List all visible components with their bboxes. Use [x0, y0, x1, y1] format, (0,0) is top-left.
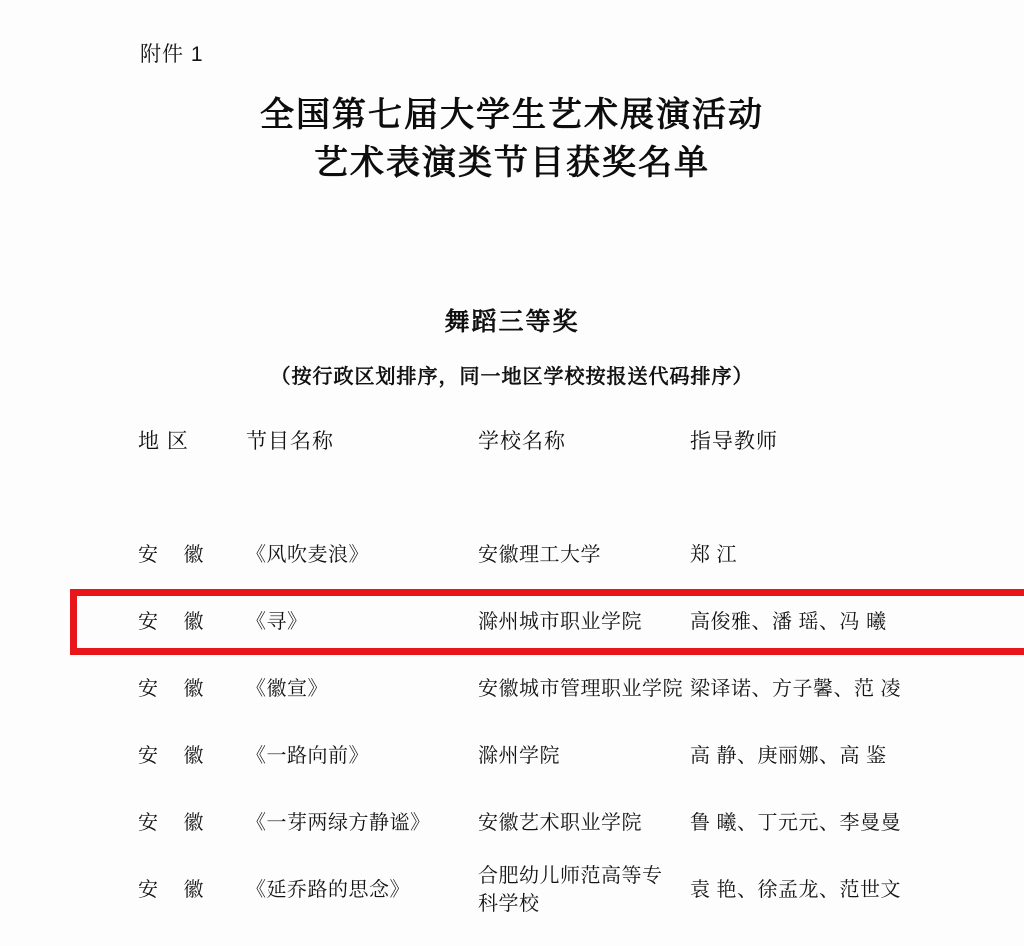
- table-row: [138, 856, 928, 923]
- cell-program: 《寻》: [246, 610, 308, 633]
- cell-program: 《徽宣》: [246, 677, 328, 700]
- cell-school: 安徽城市管理职业学院: [478, 677, 683, 700]
- cell-school: 滁州城市职业学院: [478, 610, 642, 633]
- table-row: [138, 521, 928, 588]
- table-row: [138, 722, 928, 789]
- section-note: （按行政区划排序，同一地区学校按报送代码排序）: [270, 366, 754, 388]
- cell-program: 《风吹麦浪》: [246, 543, 369, 566]
- cell-teacher: 高俊雅、潘 瑶、冯 曦: [690, 610, 887, 633]
- table-header-row: [138, 425, 928, 471]
- cell-teacher: 袁 艳、徐孟龙、范世文: [690, 878, 902, 901]
- cell-region: 安 徽: [138, 610, 214, 633]
- cell-school: 安徽艺术职业学院: [478, 811, 642, 834]
- cell-region: 安 徽: [138, 543, 214, 566]
- column-header-school: 学校名称: [478, 430, 566, 453]
- cell-region: 安 徽: [138, 878, 214, 901]
- title-line-1: 全国第七届大学生艺术展演活动: [260, 97, 764, 134]
- title-line-2: 艺术表演类节目获奖名单: [314, 145, 710, 182]
- cell-region: 安 徽: [138, 744, 214, 767]
- cell-school: 合肥幼儿师范高等专科学校: [478, 864, 663, 915]
- page-title: [0, 92, 1024, 188]
- cell-school: 安徽理工大学: [478, 543, 601, 566]
- cell-school: 滁州学院: [478, 744, 560, 767]
- cell-program: 《一芽两绿方静谧》: [246, 811, 431, 834]
- table-row: [138, 789, 928, 856]
- cell-teacher: 鲁 曦、丁元元、李曼曼: [690, 811, 902, 834]
- table-body: [138, 521, 928, 923]
- cell-teacher: 高 静、庚丽娜、高 鉴: [690, 744, 887, 767]
- cell-region: 安 徽: [138, 811, 214, 834]
- cell-region: 安 徽: [138, 677, 214, 700]
- cell-teacher: 梁译诺、方子馨、范 凌: [690, 677, 902, 700]
- cell-program: 《一路向前》: [246, 744, 369, 767]
- section-title: 舞蹈三等奖: [444, 308, 580, 336]
- table-row: [138, 588, 928, 655]
- column-header-program: 节目名称: [246, 430, 334, 453]
- column-header-region: 地 区: [138, 430, 189, 453]
- cell-program: 《延乔路的思念》: [246, 878, 410, 901]
- attachment-label: 附件 1: [140, 43, 204, 66]
- award-table: [138, 425, 928, 923]
- table-row: [138, 655, 928, 722]
- cell-teacher: 郑 江: [690, 543, 738, 566]
- column-header-teacher: 指导教师: [690, 430, 778, 453]
